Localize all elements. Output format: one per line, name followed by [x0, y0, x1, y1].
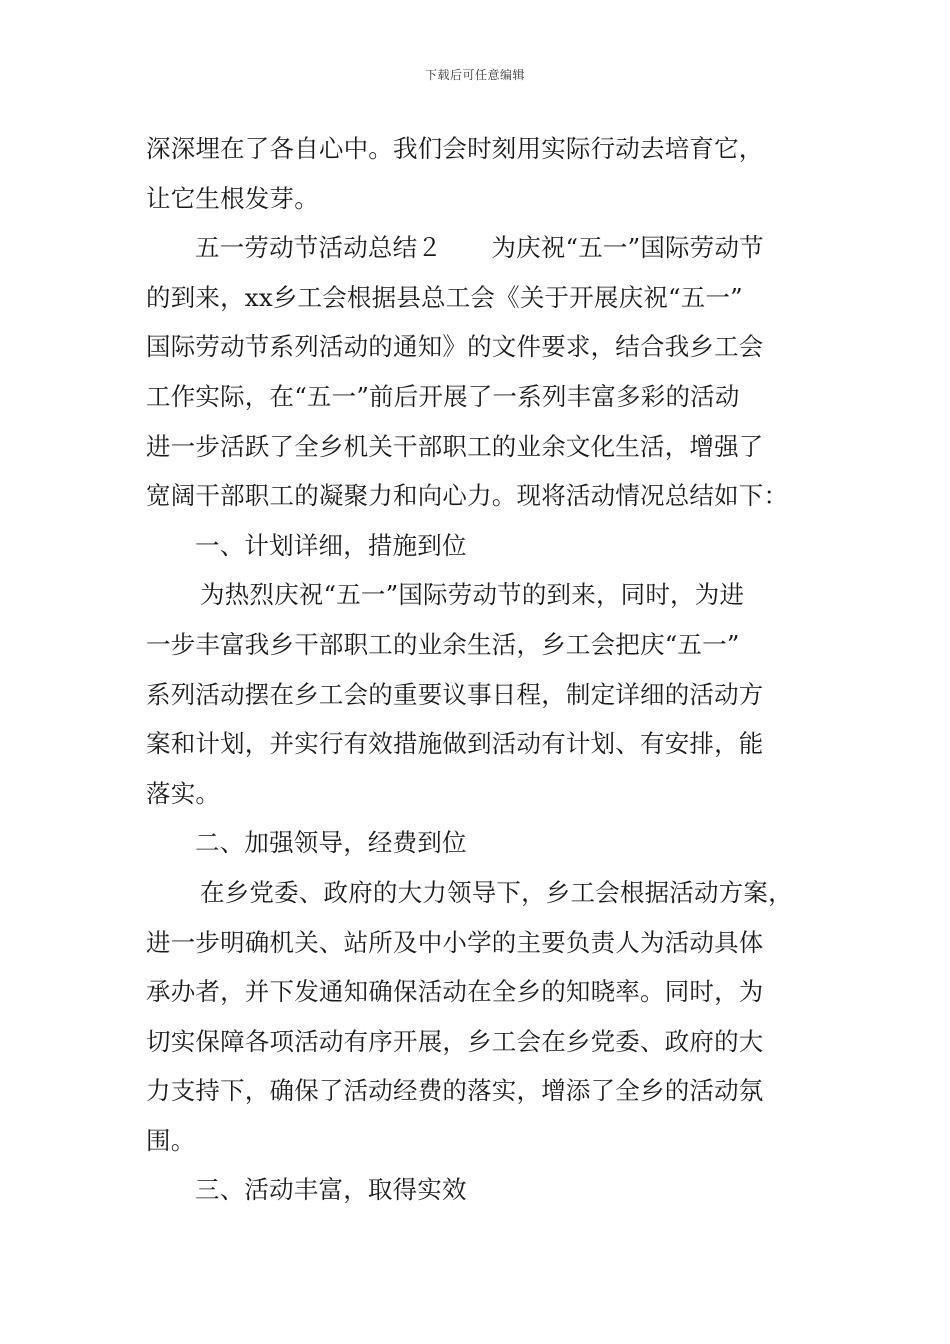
text-line: 系列活动摆在乡工会的重要议事日程，制定详细的活动方: [146, 679, 764, 709]
text-line: 国际劳动节系列活动的通知》的文件要求，结合我乡工会: [146, 332, 764, 362]
paragraph-start-line: 为热烈庆祝“五一”国际劳动节的到来，同时，为进: [200, 580, 745, 610]
text-line: 案和计划，并实行有效措施做到活动有计划、有安排，能: [146, 729, 764, 759]
text-line: 宽阔干部职工的凝聚力和向心力。现将活动情况总结如下：: [146, 481, 789, 511]
text-line: 让它生根发芽。: [146, 183, 319, 213]
text-line: 的到来，xx乡工会根据县总工会《关于开展庆祝“五一”: [146, 282, 743, 312]
text-line: 深深埋在了各自心中。我们会时刻用实际行动去培育它，: [146, 134, 764, 163]
text-line: 进一步明确机关、站所及中小学的主要负责人为活动具体: [146, 927, 764, 957]
section-heading-2: 二、加强领导，经费到位: [195, 828, 467, 858]
text-line: 切实保障各项活动有序开展，乡工会在乡党委、政府的大: [146, 1026, 764, 1056]
section-title-line: 五一劳动节活动总结２ 为庆祝“五一”国际劳动节: [195, 233, 764, 263]
page-header-note: 下载后可任意编辑: [424, 68, 525, 82]
text-line: 工作实际，在“五一”前后开展了一系列丰富多彩的活动: [146, 381, 740, 411]
document-body: [146, 124, 836, 1215]
text-line: 力支持下，确保了活动经费的落实，增添了全乡的活动氛: [146, 1076, 764, 1106]
text-line: 落实。: [146, 778, 221, 808]
text-line: 围。: [146, 1125, 196, 1155]
section-heading-3: 三、活动丰富，取得实效: [195, 1175, 467, 1205]
text-line: 承办者，并下发通知确保活动在全乡的知晓率。同时，为: [146, 977, 764, 1007]
text-line: 进一步活跃了全乡机关干部职工的业余文化生活，增强了: [146, 431, 764, 461]
text-line: 一步丰富我乡干部职工的业余生活，乡工会把庆“五一”: [146, 629, 740, 659]
paragraph-start-line: 在乡党委、政府的大力领导下，乡工会根据活动方案，: [200, 877, 793, 907]
section-heading-1: 一、计划详细，措施到位: [195, 530, 467, 560]
